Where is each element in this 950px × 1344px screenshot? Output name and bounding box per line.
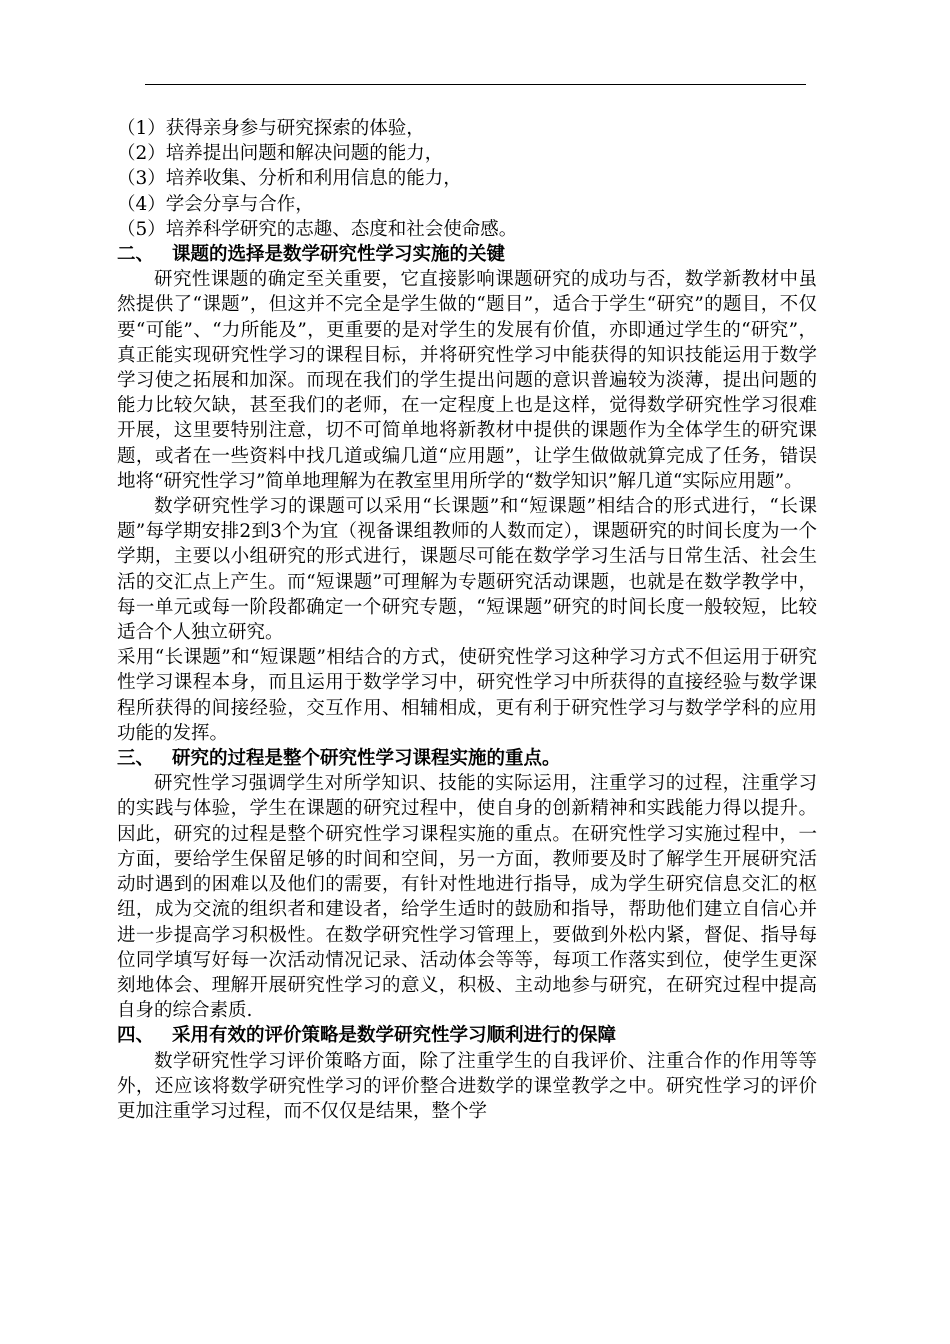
section-3-title: 研究的过程是整个研究性学习课程实施的重点。: [172, 748, 561, 770]
section-3-number: 三、: [117, 748, 155, 770]
section-4-number: 四、: [117, 1025, 155, 1047]
header-rule: [145, 84, 806, 85]
objective-item-3: （3）培养收集、分析和利用信息的能力，: [117, 168, 462, 190]
section-2-title: 课题的选择是数学研究性学习实施的关键: [172, 244, 506, 266]
section-3-heading: [117, 746, 817, 771]
section-2-paragraph-3: 采用“长课题”和“短课题”相结合的方式，使研究性学习这种学习方式不但运用于研究性学习课程本身，而且运用于数学学习中，研究性学习中所获得的直接经验与数学课程所获得的间接经验，交互作用、相辅相成，更有利于研究性学习与数学学科的应用功能的发挥。: [117, 647, 817, 744]
section-2-heading: [117, 242, 817, 267]
section-4-title: 采用有效的评价策略是数学研究性学习顺利进行的保障: [172, 1025, 617, 1047]
document-body: [117, 116, 817, 1124]
objective-item-2: （2）培养提出问题和解决问题的能力，: [117, 143, 444, 165]
objective-item-5: （5）培养科学研究的志趣、态度和社会使命感。: [117, 218, 518, 240]
section-4-heading: [117, 1023, 817, 1048]
section-2-paragraph-1: 研究性课题的确定至关重要，它直接影响课题研究的成功与否，数学新教材中虽然提供了“课题”，但这并不完全是学生做的“题目”，适合于学生“研究”的题目，不仅要“可能”、“力所能及”，更重要的是对学生的发展有价值，亦即通过学生的“研究”，真正能实现研究性学习的课程目标，并将研究性学习中能获得的知识技能运用于数学学习使之拓展和加深。而现在我们的学生提出问题的意识普遍较为淡薄，提出问题的能力比较欠缺，甚至我们的老师，在一定程度上也是这样，觉得数学研究性学习很难开展，这里要特别注意，切不可简单地将新教材中提供的课题作为全体学生的研究课题，或者在一些资料中找几道或编几道“应用题”，让学生做做就算完成了任务，错误地将“研究性学习”简单地理解为在教室里用所学的“数学知识”解几道“实际应用题”。: [117, 269, 817, 492]
section-2-number: 二、: [117, 244, 155, 266]
section-2-paragraph-2: 数学研究性学习的课题可以采用“长课题”和“短课题”相结合的形式进行，“长课题”每学期安排2到3个为宜（视备课组教师的人数而定），课题研究的时间长度为一个学期，主要以小组研究的形式进行，课题尽可能在数学学习生活与日常生活、社会生活的交汇点上产生。而“短课题”可理解为专题研究活动课题，也就是在数学教学中，每一单元或每一阶段都确定一个研究专题，“短课题”研究的时间长度一般较短，比较适合个人独立研究。: [117, 496, 817, 644]
objective-item-4: （4）学会分享与合作，: [117, 193, 314, 215]
objective-item-1: （1）获得亲身参与研究探索的体验，: [117, 118, 425, 139]
section-3-paragraph-1: 研究性学习强调学生对所学知识、技能的实际运用，注重学习的过程，注重学习的实践与体验，学生在课题的研究过程中，使自身的创新精神和实践能力得以提升。因此，研究的过程是整个研究性学习课程实施的重点。在研究性学习实施过程中，一方面，要给学生保留足够的时间和空间，另一方面，教师要及时了解学生开展研究活动时遇到的困难以及他们的需要，有针对性地进行指导，成为学生研究信息交汇的枢纽，成为交流的组织者和建设者，给学生适时的鼓励和指导，帮助他们建立自信心并进一步提高学习积极性。在数学研究性学习管理上，要做到外松内紧，督促、指导每位同学填写好每一次活动情况记录、活动体会等等，每项工作落实到位，使学生更深刻地体会、理解开展研究性学习的意义，积极、主动地参与研究，在研究过程中提高自身的综合素质.: [117, 773, 817, 1022]
section-4-paragraph-1: 数学研究性学习评价策略方面，除了注重学生的自我评价、注重合作的作用等等外，还应该将数学研究性学习的评价整合进数学的课堂教学之中。研究性学习的评价更加注重学习过程，而不仅仅是结果，整个学: [117, 1050, 817, 1122]
